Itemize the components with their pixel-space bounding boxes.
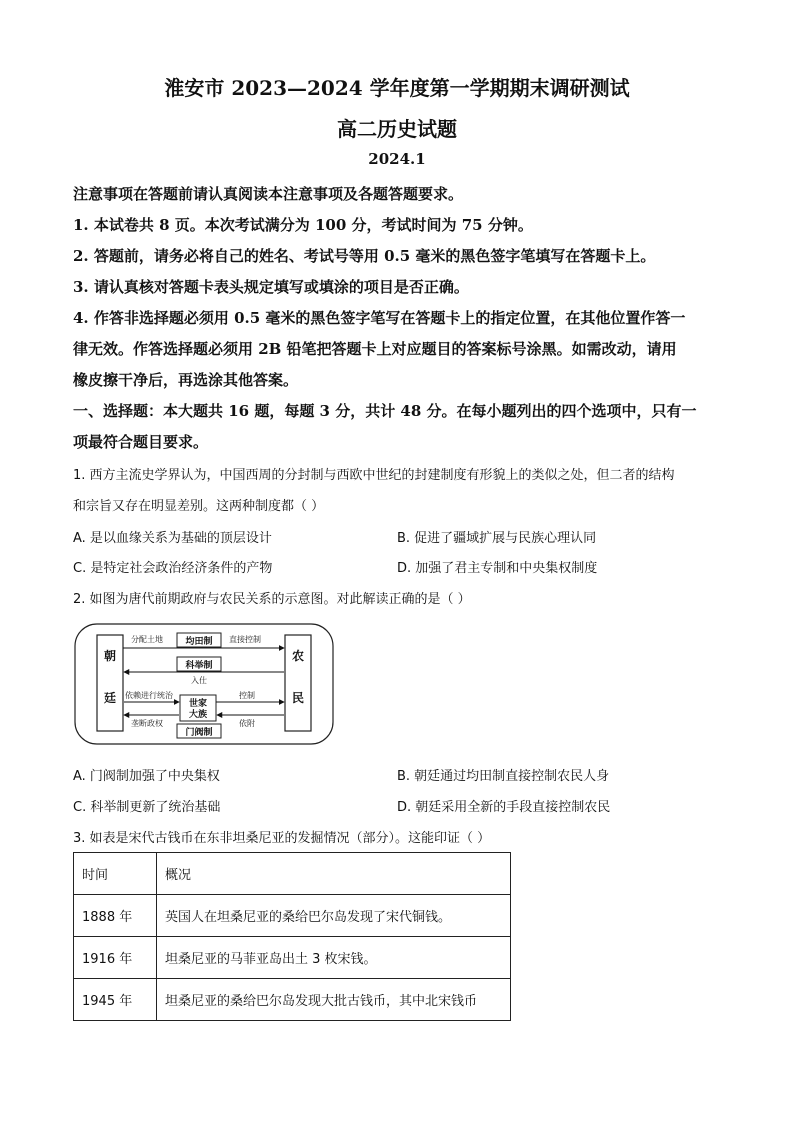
table-cell-summary: 坦桑尼亚的马菲亚岛出土 3 枚宋钱。 — [157, 937, 511, 979]
table-cell-summary: 英国人在坦桑尼亚的桑给巴尔岛发现了宋代铜钱。 — [157, 895, 511, 937]
label-rushi: 入仕 — [191, 676, 207, 685]
label-longduan: 垄断政权 — [131, 719, 163, 728]
exam-title: 淮安市 2023—2024 学年度第一学期期末调研测试 — [164, 76, 630, 100]
label-yifu: 依附 — [239, 719, 255, 728]
label-yilai: 依赖进行统治 — [125, 691, 173, 700]
box-keju-label: 科举制 — [185, 661, 213, 671]
q3-stem: 3. 如表是宋代古钱币在东非坦桑尼亚的发掘情况（部分）。这能印证（ ） — [73, 831, 491, 846]
notice-item-4: 4. 作答非选择题必须用 0.5 毫米的黑色签字笔写在答题卡上的指定位置，在其他位置作答一 — [73, 309, 686, 327]
notice-item-4-cont: 律无效。作答选择题必须用 2B 铅笔把答题卡上对应题目的答案标号涂黑。如需改动，请用 — [73, 340, 677, 358]
box-juntian-label: 均田制 — [185, 637, 213, 647]
peasant-label-1: 农 — [291, 649, 305, 663]
notice-item-1: 1. 本试卷共 8 页。本次考试满分为 100 分，考试时间为 75 分钟。 — [73, 216, 533, 234]
notice-heading: 注意事项在答题前请认真阅读本注意事项及各题答题要求。 — [73, 185, 464, 203]
table-cell-summary: 坦桑尼亚的桑给巴尔岛发现大批古钱币，其中北宋钱币 — [157, 979, 511, 1021]
court-label-1: 朝 — [103, 649, 117, 663]
section-heading: 一、选择题：本大题共 16 题，每题 3 分，共计 48 分。在每小题列出的四个选项中，只有一 — [73, 402, 697, 420]
exam-subtitle: 高二历史试题 — [337, 117, 457, 141]
table-header-row — [74, 853, 511, 895]
box-menfa-label: 门阀制 — [185, 728, 213, 738]
q1-option-d: D. 加强了君主专制和中央集权制度 — [397, 561, 598, 576]
q1-option-b: B. 促进了疆域扩展与民族心理认同 — [397, 531, 597, 546]
q3-table — [73, 852, 511, 1021]
table-row — [74, 895, 511, 937]
q2-option-d: D. 朝廷采用全新的手段直接控制农民 — [397, 800, 611, 815]
notice-item-4-end: 橡皮擦干净后，再选涂其他答案。 — [73, 371, 299, 389]
q2-diagram — [73, 622, 335, 746]
q2-option-c: C. 科举制更新了统治基础 — [73, 800, 221, 815]
exam-date: 2024.1 — [368, 150, 426, 168]
table-row — [74, 979, 511, 1021]
q2-stem: 2. 如图为唐代前期政府与农民关系的示意图。对此解读正确的是（ ） — [73, 592, 471, 607]
table-cell-year: 1916 年 — [74, 937, 157, 979]
label-fenpei: 分配土地 — [131, 635, 163, 644]
notice-item-2: 2. 答题前，请务必将自己的姓名、考试号等用 0.5 毫米的黑色签字笔填写在答题卡上。 — [73, 247, 656, 265]
q2-option-b: B. 朝廷通过均田制直接控制农民人身 — [397, 769, 610, 784]
q2-option-a: A. 门阀制加强了中央集权 — [73, 769, 220, 784]
court-label-2: 廷 — [103, 691, 117, 705]
q1-stem-cont: 和宗旨又存在明显差别。这两种制度都（ ） — [73, 499, 325, 514]
peasant-label-2: 民 — [291, 691, 305, 705]
box-shijia-label-1: 世家 — [188, 699, 208, 709]
q1-option-a: A. 是以血缘关系为基础的顶层设计 — [73, 531, 272, 546]
box-shijia-label-2: 大族 — [188, 710, 208, 720]
label-zhijie: 直接控制 — [229, 635, 261, 644]
table-header-time: 时间 — [74, 853, 157, 895]
q1-stem: 1. 西方主流史学界认为，中国西周的分封制与西欧中世纪的封建制度有形貌上的类似之处，但二者的结构 — [73, 468, 675, 483]
table-row — [74, 937, 511, 979]
section-heading-cont: 项最符合题目要求。 — [73, 433, 209, 451]
notice-item-3: 3. 请认真核对答题卡表头规定填写或填涂的项目是否正确。 — [73, 278, 469, 296]
q1-option-c: C. 是特定社会政治经济条件的产物 — [73, 561, 273, 576]
label-kongzhi: 控制 — [239, 691, 255, 700]
table-cell-year: 1888 年 — [74, 895, 157, 937]
table-header-summary: 概况 — [157, 853, 511, 895]
table-cell-year: 1945 年 — [74, 979, 157, 1021]
